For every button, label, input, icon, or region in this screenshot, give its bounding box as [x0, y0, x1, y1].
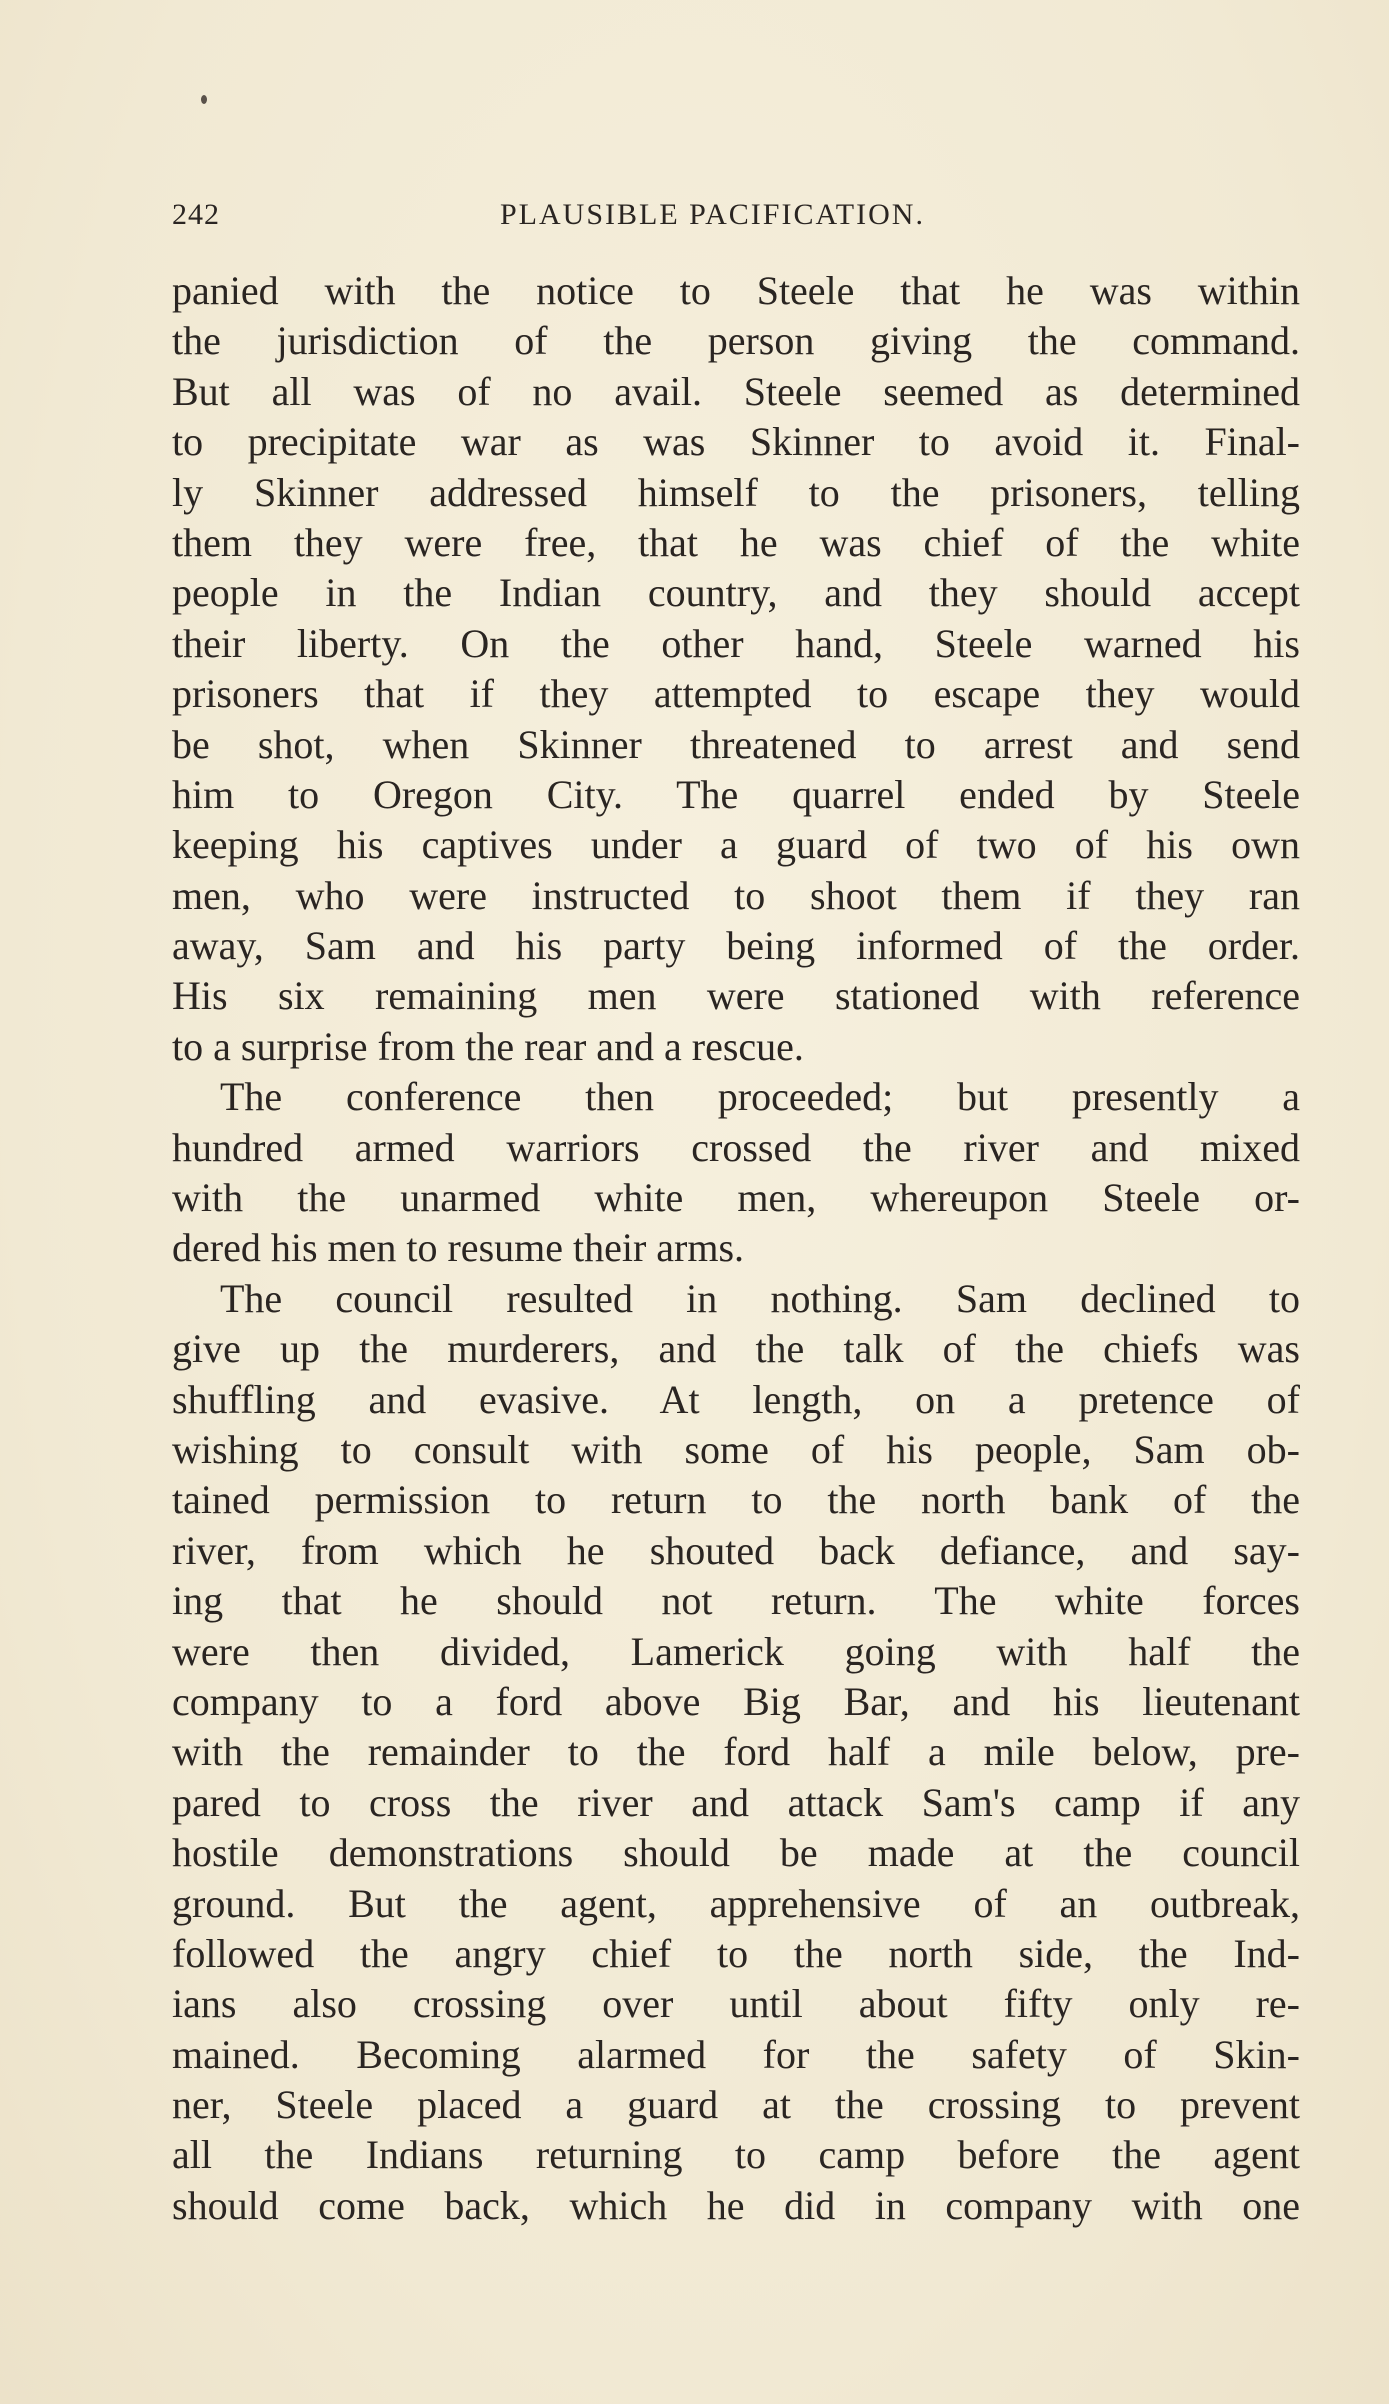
ink-speck	[201, 95, 207, 104]
text-line: ner, Steele placed a guard at the crossing to prevent	[172, 2082, 1300, 2128]
text-line: prisoners that if they attempted to escape they would	[172, 671, 1300, 717]
text-line: ground. But the agent, apprehensive of an outbreak,	[172, 1880, 1300, 1926]
text-line: followed the angry chief to the north side, the Ind-	[172, 1930, 1300, 1976]
text-line: hundred armed warriors crossed the river and mixed	[172, 1124, 1300, 1170]
text-line: river, from which he shouted back defiance, and say-	[172, 1527, 1300, 1573]
text-line: their liberty. On the other hand, Steele warned his	[172, 620, 1300, 666]
text-line: But all was of no avail. Steele seemed as determined	[172, 368, 1300, 414]
text-line: ing that he should not return. The white forces	[172, 1578, 1300, 1624]
page-number: 242	[172, 198, 220, 231]
text-line: away, Sam and his party being informed of the order.	[172, 923, 1300, 969]
text-line: give up the murderers, and the talk of the chiefs was	[172, 1326, 1300, 1372]
text-line: should come back, which he did in company with one	[172, 2182, 1300, 2228]
text-line: keeping his captives under a guard of two of his own	[172, 822, 1300, 868]
text-line: The council resulted in nothing. Sam declined to	[220, 1275, 1300, 1321]
text-line: people in the Indian country, and they should accept	[172, 570, 1300, 616]
text-line: all the Indians returning to camp before the agent	[172, 2132, 1300, 2178]
text-line: to precipitate war as was Skinner to avoid it. Final-	[172, 419, 1300, 465]
text-line: wishing to consult with some of his people, Sam ob-	[172, 1426, 1300, 1472]
text-line: with the remainder to the ford half a mile below, pre-	[172, 1729, 1300, 1775]
text-line: were then divided, Lamerick going with half the	[172, 1628, 1300, 1674]
text-line: His six remaining men were stationed with reference	[172, 973, 1300, 1019]
page-header	[172, 198, 1300, 238]
text-line: be shot, when Skinner threatened to arrest and send	[172, 721, 1300, 767]
text-line: The conference then proceeded; but presently a	[220, 1074, 1300, 1120]
text-line: him to Oregon City. The quarrel ended by Steele	[172, 771, 1300, 817]
text-line: company to a ford above Big Bar, and his lieutenant	[172, 1678, 1300, 1724]
text-line: shuffling and evasive. At length, on a pretence of	[172, 1376, 1300, 1422]
text-line: tained permission to return to the north bank of the	[172, 1477, 1300, 1523]
text-line: mained. Becoming alarmed for the safety of Skin-	[172, 2031, 1300, 2077]
text-line: to a surprise from the rear and a rescue.	[172, 1023, 804, 1069]
text-line: hostile demonstrations should be made at the council	[172, 1830, 1300, 1876]
text-line: ians also crossing over until about fifty only re-	[172, 1981, 1300, 2027]
text-line: them they were free, that he was chief of the white	[172, 519, 1300, 565]
text-line: panied with the notice to Steele that he was within	[172, 268, 1300, 313]
text-line: dered his men to resume their arms.	[172, 1225, 745, 1271]
running-head: PLAUSIBLE PACIFICATION.	[500, 198, 925, 231]
text-line: men, who were instructed to shoot them if they ran	[172, 872, 1300, 918]
text-line: pared to cross the river and attack Sam's camp if any	[172, 1779, 1300, 1825]
body-text	[172, 266, 1300, 2231]
text-line: the jurisdiction of the person giving the command.	[172, 318, 1300, 364]
text-line: with the unarmed white men, whereupon Steele or-	[172, 1175, 1300, 1221]
text-line: ly Skinner addressed himself to the prisoners, telling	[172, 469, 1300, 515]
